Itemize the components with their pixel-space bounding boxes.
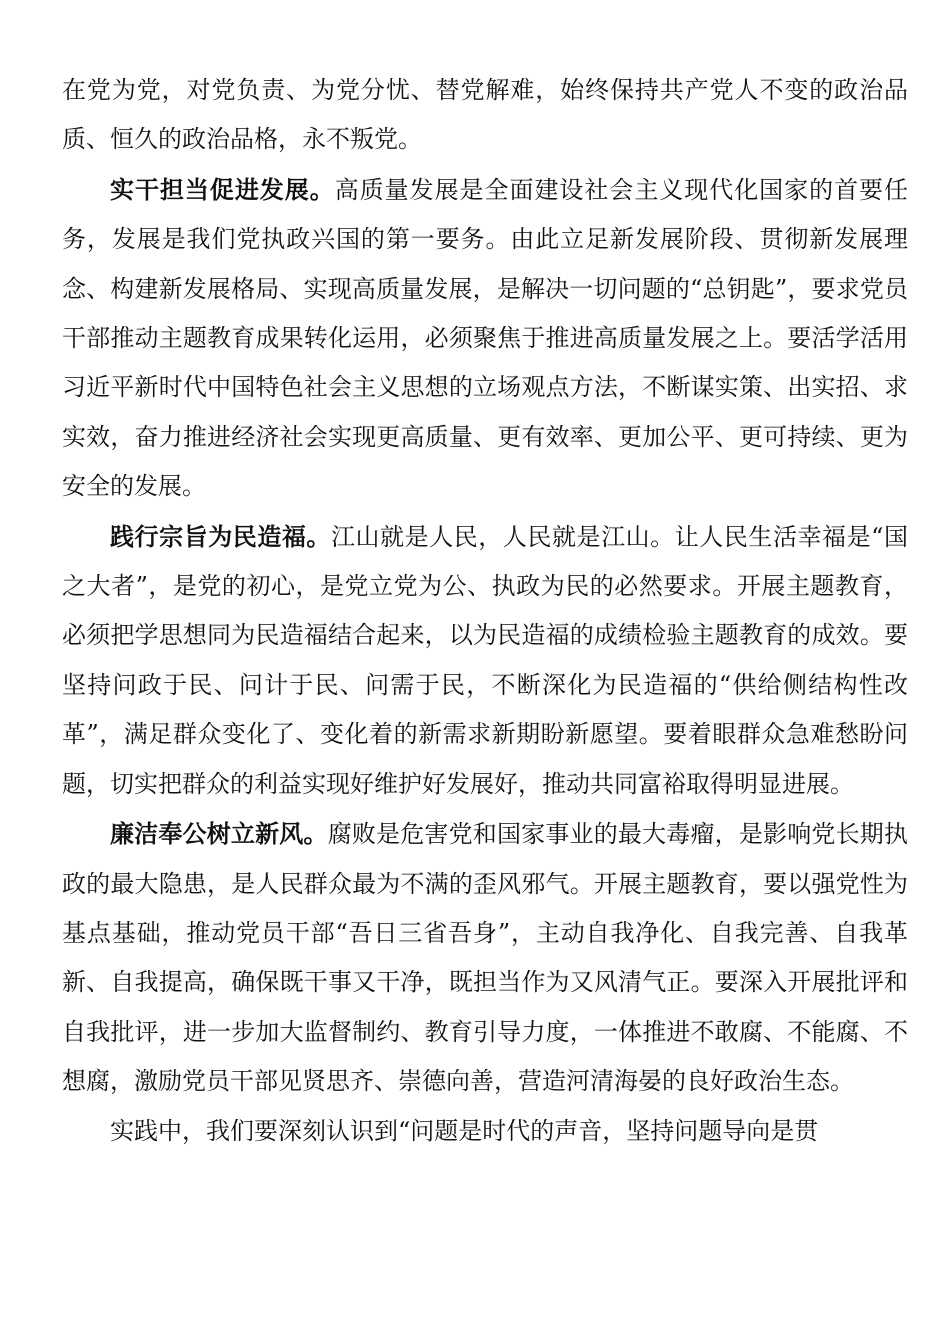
paragraph-heading: 廉洁奉公树立新风。: [110, 819, 328, 849]
paragraph-text: 腐败是危害党和国家事业的最大毒瘤，是影响党长期执政的最大隐患，是人民群众最为不满的歪风邪气。开展主题教育，要以强党性为基点基础，推动党员干部“吾日三省吾身”，主动自我净化、自我完善、自我革新、自我提高，确保既干事又干净，既担当作为又风清气正。要深入开展批评和自我批评，进一步加大监督制约、教育引导力度，一体推进不敢腐、不能腐、不想腐，激励党员干部见贤思齐、崇德向善，营造河清海晏的良好政治生态。: [62, 820, 908, 1096]
paragraph-people: [62, 512, 908, 809]
paragraph-heading: 实干担当促进发展。: [110, 174, 335, 204]
paragraph-text: 江山就是人民，人民就是江山。让人民生活幸福是“国之大者”，是党的初心，是党立党为公、执政为民的必然要求。开展主题教育，必须把学思想同为民造福结合起来，以为民造福的成绩检验主题教育的成效。要坚持问政于民、问计于民、问需于民，不断深化为民造福的“供给侧结构性改革”，满足群众变化了、变化着的新需求新期盼新愿望。要着眼群众急难愁盼问题，切实把群众的利益实现好维护好发展好，推动共同富裕取得明显进展。: [62, 522, 908, 798]
paragraph-development: [62, 165, 908, 512]
paragraph-continuation: [62, 66, 908, 165]
paragraph-heading: 践行宗旨为民造福。: [110, 521, 331, 551]
paragraph-practice: [62, 1107, 908, 1156]
document-page: [62, 66, 908, 1156]
paragraph-text: 在党为党，对党负责、为党分忧、替党解难，始终保持共产党人不变的政治品质、恒久的政治品格，永不叛党。: [62, 76, 908, 154]
paragraph-integrity: [62, 809, 908, 1106]
paragraph-text: 实践中，我们要深刻认识到“问题是时代的声音，坚持问题导向是贯: [110, 1116, 819, 1145]
paragraph-text: 高质量发展是全面建设社会主义现代化国家的首要任务，发展是我们党执政兴国的第一要务。由此立足新发展阶段、贯彻新发展理念、构建新发展格局、实现高质量发展，是解决一切问题的“总钥匙”，要求党员干部推动主题教育成果转化运用，必须聚焦于推进高质量发展之上。要活学活用习近平新时代中国特色社会主义思想的立场观点方法，不断谋实策、出实招、求实效，奋力推进经济社会实现更高质量、更有效率、更加公平、更可持续、更为安全的发展。: [62, 175, 909, 501]
